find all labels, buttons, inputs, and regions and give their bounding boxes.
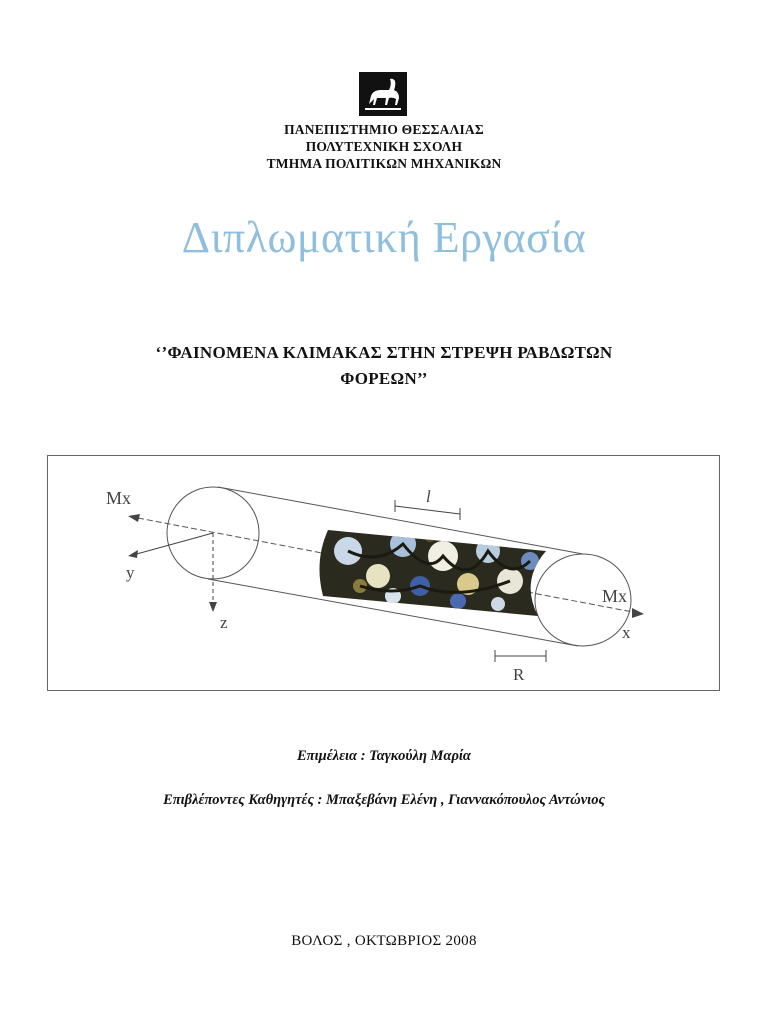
foam-segment (308, 516, 568, 626)
z-axis-arrowhead (209, 602, 217, 612)
moment-right-label: Mx (602, 586, 628, 606)
y-axis-label: y (126, 563, 135, 582)
moment-left-arrowhead (128, 514, 140, 522)
school-name: ΠΟΛΥΤΕΧΝΙΚΗ ΣΧΟΛΗ (305, 139, 463, 154)
department-name: ΤΜΗΜΑ ΠΟΛΙΤΙΚΩΝ ΜΗΧΑΝΙΚΩΝ (266, 156, 502, 171)
length-label: l (426, 487, 431, 506)
x-axis-label: x (622, 623, 631, 642)
x-axis-arrowhead (632, 608, 644, 618)
y-axis-arrowhead (128, 550, 138, 558)
thesis-title-line-2: ΦΟΡΕΩΝ’’ (340, 369, 428, 388)
thesis-title (0, 340, 768, 392)
torsion-figure (47, 455, 720, 691)
y-axis-line (133, 533, 213, 555)
university-name: ΠΑΝΕΠΙΣΤΗΜΙΟ ΘΕΣΣΑΛΙΑΣ (284, 122, 484, 137)
author-credit: Επιμέλεια : Ταγκούλη Μαρία (297, 748, 471, 764)
length-dimension-line (395, 506, 460, 514)
university-logo (359, 72, 407, 116)
thesis-title-line-1: ‘’ΦΑΙΝΟΜΕΝΑ ΚΛΙΜΑΚΑΣ ΣΤΗΝ ΣΤΡΕΨΗ ΡΑΒΔΩΤΩΝ (155, 343, 613, 362)
moment-left-label: Mx (106, 488, 132, 508)
document-type-title: Διπλωματική Εργασία (181, 213, 587, 262)
centaur-icon (359, 72, 407, 116)
supervisors-credit: Επιβλέποντες Καθηγητές : Μπαξεβάνη Ελένη , Γιαννακόπουλος Αντώνιος (163, 792, 605, 808)
place-date: ΒΟΛΟΣ , ΟΚΤΩΒΡΙΟΣ 2008 (291, 933, 477, 949)
z-axis-label: z (220, 613, 228, 632)
cylinder-torsion-diagram (48, 456, 719, 690)
radius-label: R (513, 665, 525, 684)
